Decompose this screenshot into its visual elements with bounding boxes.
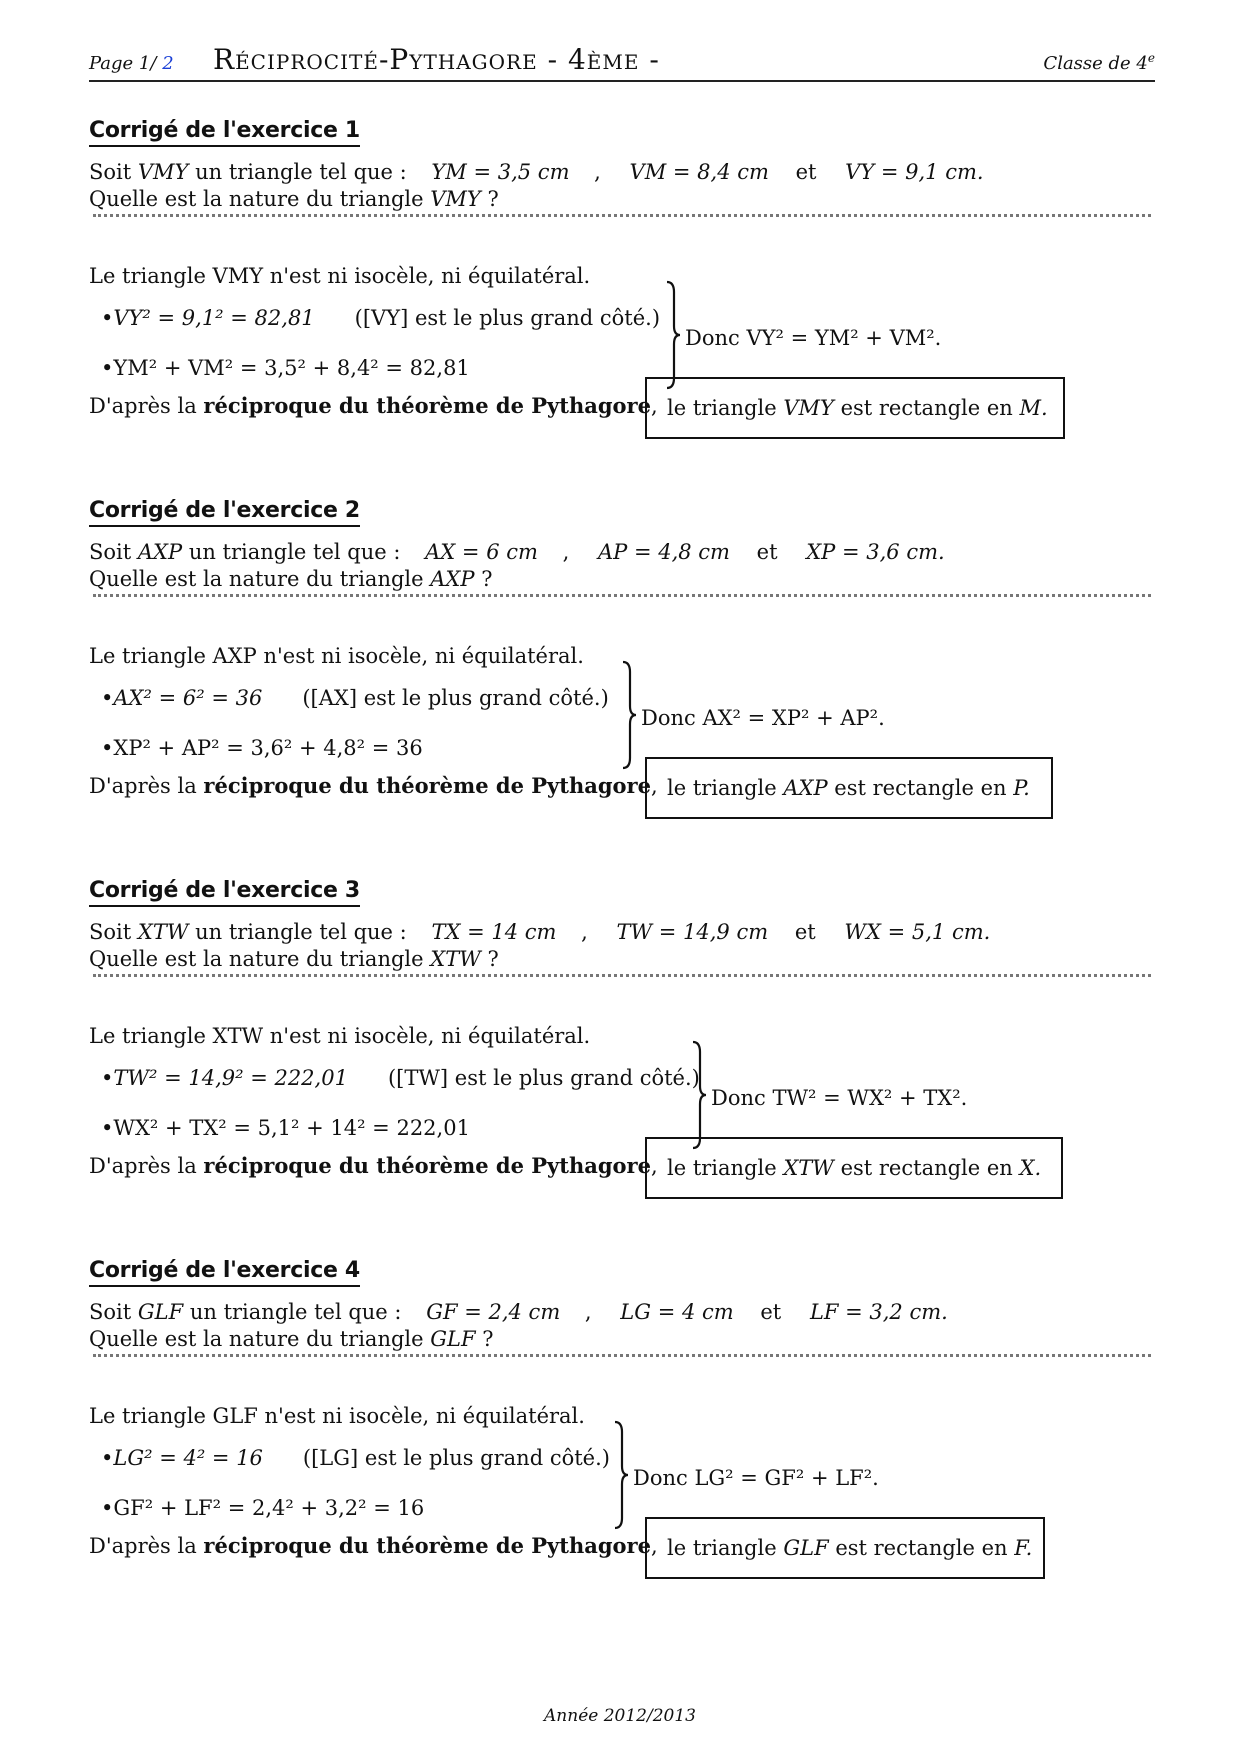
conclusion-sentence: D'après la réciproque du théorème de Pythagore, — [89, 773, 658, 798]
exercise-title: Corrigé de l'exercice 2 — [89, 498, 360, 527]
exercise-3 — [89, 878, 1155, 1248]
calculation-1: •LG² = 4² = 16 ([LG] est le plus grand côté.) — [101, 1446, 610, 1470]
page-footer: Année 2012/2013 — [544, 1706, 696, 1726]
right-brace — [621, 660, 637, 770]
conclusion-sentence: D'après la réciproque du théorème de Pythagore, — [89, 1153, 658, 1178]
conclusion-equation: Donc LG² = GF² + LF². — [633, 1466, 879, 1490]
calculation-1: •TW² = 14,9² = 222,01 ([TW] est le plus grand côté.) — [101, 1066, 700, 1090]
conclusion-equation: Donc AX² = XP² + AP². — [641, 706, 885, 730]
exercise-2 — [89, 498, 1155, 868]
calculation-1: •VY² = 9,1² = 82,81 ([VY] est le plus grand côté.) — [101, 306, 661, 330]
question-line: Quelle est la nature du triangle GLF ? — [89, 1327, 494, 1351]
statement-line: Soit AXP un triangle tel que : AX = 6 cm , AP = 4,8 cm et XP = 3,6 cm. — [89, 540, 945, 564]
answer-box: le triangle GLF est rectangle en F. — [645, 1517, 1045, 1579]
statement-line: Soit GLF un triangle tel que : GF = 2,4 cm , LG = 4 cm et LF = 3,2 cm. — [89, 1300, 948, 1324]
right-brace — [691, 1040, 707, 1150]
class-label: Classe de 4e — [1043, 51, 1155, 74]
calculation-1: •AX² = 6² = 36 ([AX] est le plus grand côté.) — [101, 686, 609, 710]
answer-dotted-line — [93, 970, 1151, 977]
answer-dotted-line — [93, 590, 1151, 597]
exercise-title: Corrigé de l'exercice 4 — [89, 1258, 360, 1287]
calculation-2: •XP² + AP² = 3,6² + 4,8² = 36 — [101, 736, 423, 760]
question-line: Quelle est la nature du triangle VMY ? — [89, 187, 499, 211]
answer-dotted-line — [93, 1350, 1151, 1357]
statement-line: Soit XTW un triangle tel que : TX = 14 cm , TW = 14,9 cm et WX = 5,1 cm. — [89, 920, 991, 944]
exercise-1 — [89, 118, 1155, 488]
conclusion-equation: Donc TW² = WX² + TX². — [711, 1086, 968, 1110]
right-brace — [613, 1420, 629, 1530]
conclusion-sentence: D'après la réciproque du théorème de Pythagore, — [89, 1533, 658, 1558]
answer-box: le triangle AXP est rectangle en P. — [645, 757, 1053, 819]
right-brace — [665, 280, 681, 390]
question-line: Quelle est la nature du triangle AXP ? — [89, 567, 493, 591]
answer-box: le triangle VMY est rectangle en M. — [645, 377, 1065, 439]
nature-line: Le triangle VMY n'est ni isocèle, ni équilatéral. — [89, 264, 591, 288]
exercise-4 — [89, 1258, 1155, 1628]
calculation-2: •YM² + VM² = 3,5² + 8,4² = 82,81 — [101, 356, 470, 380]
page-number: Page 1/ 2 — [89, 53, 174, 74]
page-title: Réciprocité-Pythagore - 4ème - — [213, 43, 660, 76]
exercise-title: Corrigé de l'exercice 3 — [89, 878, 360, 907]
conclusion-sentence: D'après la réciproque du théorème de Pythagore, — [89, 393, 658, 418]
calculation-2: •GF² + LF² = 2,4² + 3,2² = 16 — [101, 1496, 425, 1520]
conclusion-equation: Donc VY² = YM² + VM². — [685, 326, 942, 350]
page-header — [89, 44, 1155, 82]
nature-line: Le triangle GLF n'est ni isocèle, ni équilatéral. — [89, 1404, 585, 1428]
answer-box: le triangle XTW est rectangle en X. — [645, 1137, 1063, 1199]
question-line: Quelle est la nature du triangle XTW ? — [89, 947, 499, 971]
statement-line: Soit VMY un triangle tel que : YM = 3,5 cm , VM = 8,4 cm et VY = 9,1 cm. — [89, 160, 984, 184]
nature-line: Le triangle AXP n'est ni isocèle, ni équilatéral. — [89, 644, 584, 668]
nature-line: Le triangle XTW n'est ni isocèle, ni équilatéral. — [89, 1024, 591, 1048]
exercise-title: Corrigé de l'exercice 1 — [89, 118, 360, 147]
answer-dotted-line — [93, 210, 1151, 217]
calculation-2: •WX² + TX² = 5,1² + 14² = 222,01 — [101, 1116, 470, 1140]
